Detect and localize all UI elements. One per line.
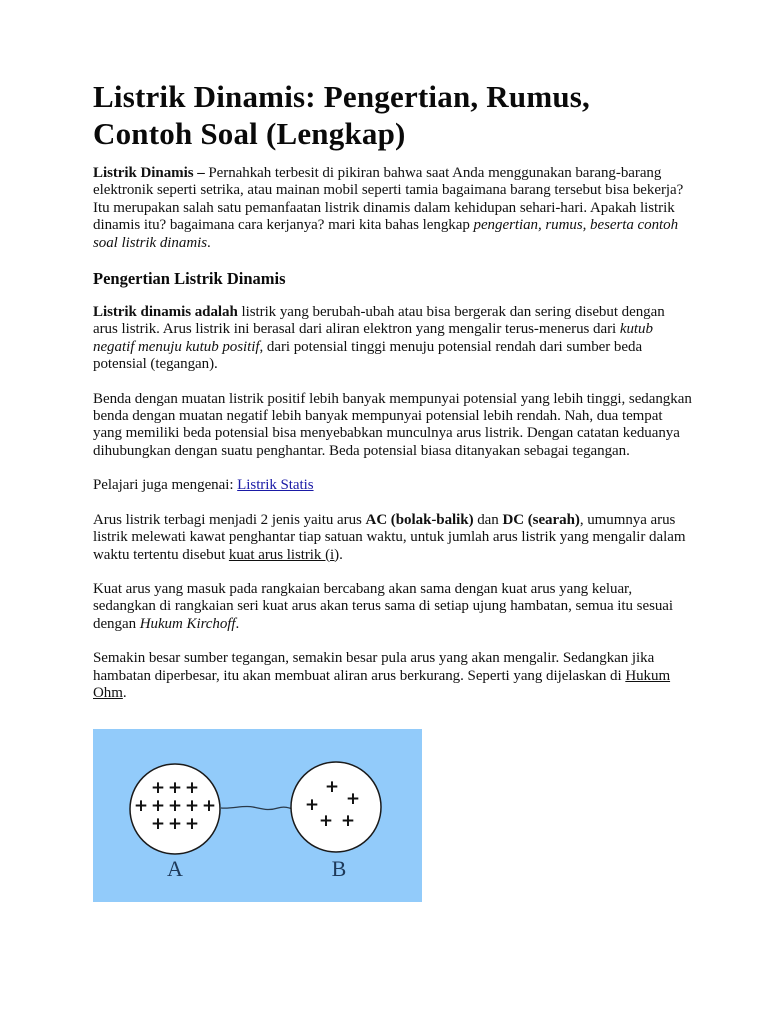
title-line-2: Contoh Soal (Lengkap) xyxy=(93,116,406,151)
section-heading: Pengertian Listrik Dinamis xyxy=(93,269,286,289)
current-types-text-c: , umumnya arus listrik melewati kawat penghantar tiap satuan waktu, untuk jumlah arus listrik yang mengalir dalam waktu tertentu disebut xyxy=(93,511,686,563)
svg-text:+: + xyxy=(184,796,200,816)
see-also-paragraph xyxy=(93,477,693,494)
ohm-text: Semakin besar sumber tegangan, semakin besar pula arus yang akan mengalir. Sedangkan jika hambatan diperbesar, itu akan membuat aliran arus berkurang. Seperti yang dijelaskan di xyxy=(93,650,655,684)
svg-text:+: + xyxy=(150,814,166,834)
svg-text:+: + xyxy=(345,789,361,809)
listrik-statis-link[interactable]: Listrik Statis xyxy=(237,477,314,494)
kirchoff-paragraph xyxy=(93,581,693,633)
svg-text:+: + xyxy=(150,778,166,798)
ohm-end: . xyxy=(122,684,127,701)
charge-diagram xyxy=(93,729,422,902)
intro-paragraph xyxy=(93,165,693,252)
current-types-paragraph xyxy=(93,512,693,564)
current-types-text-b: dan xyxy=(473,511,503,528)
definition-text-a: listrik yang berubah-ubah atau bisa bergerak dan sering disebut dengan arus listrik. Arus listrik ini berasal dari aliran elektron yang mengalir terus-menerus dari xyxy=(93,304,665,338)
see-also-label: Pelajari juga mengenai: xyxy=(93,477,238,494)
svg-text:+: + xyxy=(304,795,320,815)
svg-text:+: + xyxy=(167,778,183,798)
dc-label: DC (searah) xyxy=(502,511,580,528)
svg-text:+: + xyxy=(324,777,340,797)
sphere-a-icon xyxy=(130,764,220,854)
definition-lead: Listrik dinamis adalah xyxy=(93,304,238,321)
page-title xyxy=(93,78,693,152)
intro-end: . xyxy=(207,234,211,251)
sphere-b-label: B xyxy=(331,856,347,881)
svg-text:+: + xyxy=(201,796,217,816)
current-types-end: . xyxy=(339,546,343,563)
sphere-a-label: A xyxy=(167,856,183,881)
ohm-paragraph xyxy=(93,650,693,702)
kuat-arus-term: kuat arus listrik (i) xyxy=(228,546,340,563)
title-line-1: Listrik Dinamis: Pengertian, Rumus, xyxy=(93,79,590,114)
sphere-b-icon xyxy=(291,762,381,852)
ac-label: AC (bolak-balik) xyxy=(365,511,474,528)
svg-text:+: + xyxy=(133,796,149,816)
svg-text:+: + xyxy=(340,811,356,831)
intro-text: Pernahkah terbesit di pikiran bahwa saat Anda menggunakan barang-barang elektronik seperti setrika, atau mainan mobil seperti tamia bagaimana barang tersebut bisa bekerja? Itu merupakan salah satu pemanfaatan listrik dinamis dalam kehidupan sehari-hari. Apakah listrik dinamis itu? bagaimana cara kerjanya? mari kita bahas lengkap xyxy=(93,165,684,234)
svg-text:+: + xyxy=(150,796,166,816)
intro-lead: Listrik Dinamis – xyxy=(93,165,205,181)
current-types-text-a: Arus listrik terbagi menjadi 2 jenis yaitu arus xyxy=(93,511,366,528)
intro-italic: pengertian, rumus, beserta contoh soal listrik dinamis xyxy=(93,217,679,251)
svg-text:+: + xyxy=(167,814,183,834)
potential-paragraph: Benda dengan muatan listrik positif lebih banyak mempunyai potensial yang lebih tinggi, sedangkan benda dengan muatan negatif lebih banyak mempunyai potensial lebih rendah. Nah, dua tempat yang memiliki beda potensial bisa menyebabkan munculnya arus listrik. Dengan catatan keduanya dihubungkan dengan suatu penghantar. Beda potensial biasa ditanyakan sebagai tegangan. xyxy=(93,390,692,459)
svg-text:+: + xyxy=(184,778,200,798)
definition-italic: kutub negatif menuju kutub positif xyxy=(93,321,653,355)
hukum-ohm-term: Hukum Ohm xyxy=(93,667,671,701)
svg-text:+: + xyxy=(318,811,334,831)
definition-text-b: , dari potensial tinggi menuju potensial rendah dari sumber beda potensial (tegangan). xyxy=(93,338,643,373)
svg-text:+: + xyxy=(184,814,200,834)
kirchoff-end: . xyxy=(235,615,240,632)
kirchoff-text: Kuat arus yang masuk pada rangkaian bercabang akan sama dengan kuat arus yang keluar, sedangkan di rangkaian seri kuat arus akan terus sama di setiap ujung hambatan, semua itu sesuai dengan xyxy=(93,580,674,632)
article xyxy=(93,78,693,719)
definition-paragraph xyxy=(93,304,693,374)
svg-text:+: + xyxy=(167,796,183,816)
kirchoff-term: Hukum Kirchoff xyxy=(139,615,236,632)
